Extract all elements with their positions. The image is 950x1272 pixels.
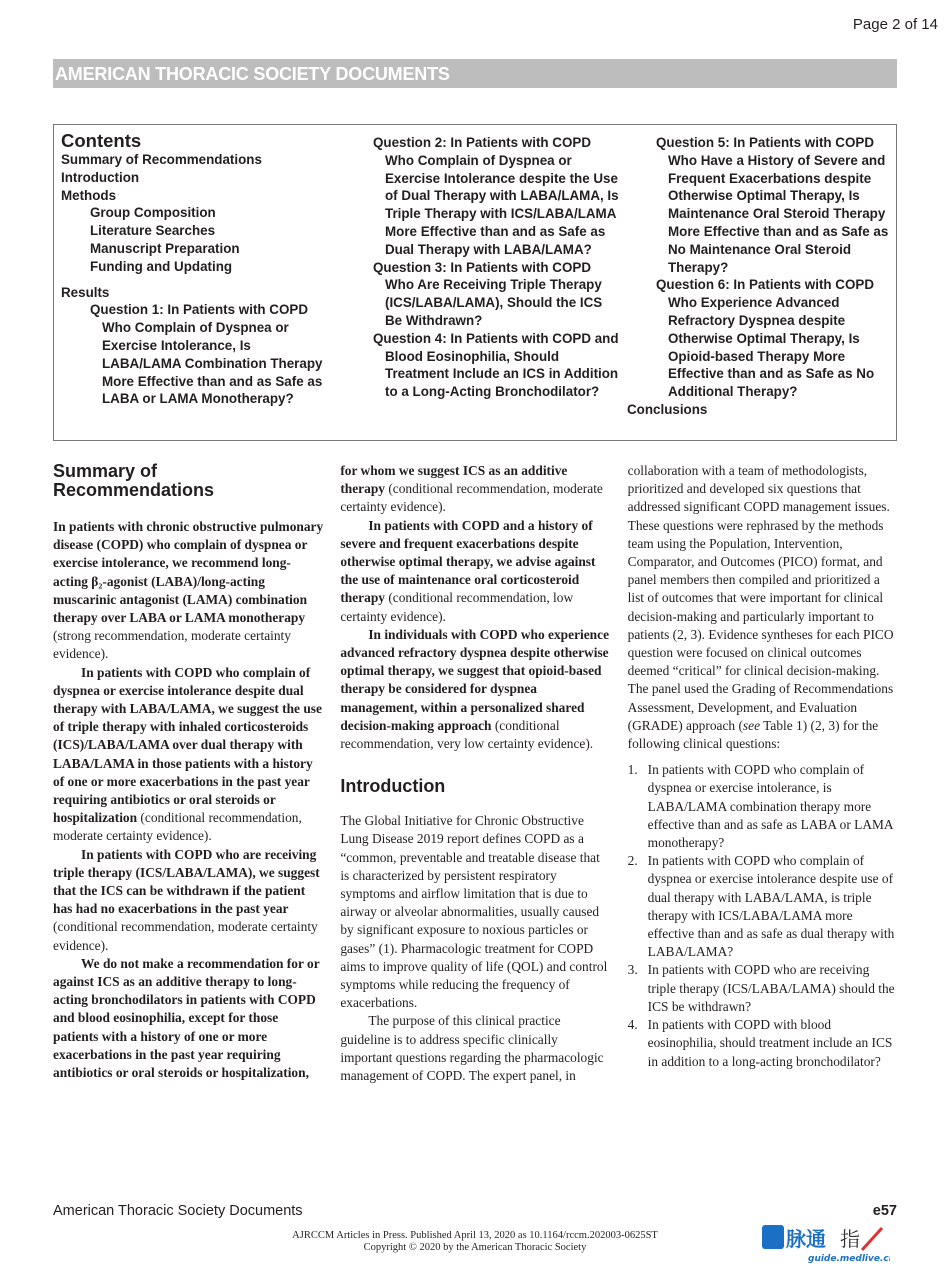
contents-entry[interactable]: Summary of Recommendations: [61, 152, 262, 167]
question-number: 2.: [627, 853, 638, 869]
clinical-question: [628, 1016, 899, 1071]
footer-page-number: e57: [872, 1203, 897, 1219]
intro-text: Table 1) (2, 3) for the following clinical questions:: [627, 717, 879, 752]
article-body: [53, 462, 899, 1085]
recommendation-text: In patients with COPD and a history of severe and frequent exacerbations despite otherwise optimal therapy, we advise against the use of maintenance oral corticosteroid therapy: [340, 517, 596, 606]
recommendation-grade: (strong recommendation, moderate certainty evidence).: [53, 628, 291, 662]
svg-text:脉通: 脉通: [786, 1227, 826, 1251]
contents-title: Contents: [61, 130, 142, 151]
footer-journal: American Thoracic Society Documents: [53, 1203, 303, 1219]
contents-entry[interactable]: Methods: [61, 187, 117, 203]
contents-column-3: [627, 134, 895, 419]
page-indicator: Page 2 of 14: [852, 16, 938, 33]
contents-column-1: [61, 131, 331, 408]
clinical-questions-list: [628, 761, 899, 1070]
svg-text:指: 指: [840, 1227, 860, 1251]
intro-text: The purpose of this clinical practice guideline is to address specific clinically important questions regarding the pharmacologic management of COPD. The expert panel, in collaboration with a team of methodologists, prioritized and developed six questions that addressed significant COPD management issues. These questions were rephrased by the methods team using the Population, Intervention, Comparator, and Outcomes (PICO) format, and panel members then compiled and prioritized a list of outcomes that were important for clinical decision-making and particularly important to patients (2, 3). Evidence syntheses for each PICO question were focused on clinical outcomes deemed “critical” for clinical decision-making. The panel used the Grading of Recommendations Assessment, Development, and Evaluation (GRADE) approach (: [340, 463, 894, 1084]
recommendation-text: In patients with COPD who complain of dyspnea or exercise intolerance despite dual therapy with LABA/LAMA, we suggest the use of triple therapy with inhaled corticosteroids (ICS)/LABA/LAMA over dual therapy with LABA/LAMA in those patients with a history of one or more exacerbations in the past year requiring antibiotics or oral steroids or hospitalization: [53, 664, 322, 826]
contents-entry[interactable]: Literature Searches: [90, 223, 216, 239]
intro-paragraph-1: The Global Initiative for Chronic Obstructive Lung Disease 2019 report defines COPD as a “common, preventable and treatable disease that is characterized by persistent respiratory symptoms and airflow limitation that is due to airway or alveolar abnormalities, usually caused by significant exposure to noxious particles or gases” (1). Pharmacologic treatment for COPD aims to improve quality of life (QOL) and control symptoms while reducing the frequency of exacerbations.: [340, 813, 608, 1011]
recommendation-text: In patients with chronic obstructive pulmonary disease (COPD) who complain of dyspnea or exercise intolerance, we recommend long-acting β₂-agonist (LABA)/long-acting muscarinic antagonist (LAMA) combination therapy over LABA or LAMA monotherapy: [53, 519, 324, 626]
recommendation-paragraph: [53, 846, 324, 955]
section-banner: [53, 59, 897, 88]
recommendation-grade: (conditional recommendation, moderate certainty evidence).: [53, 810, 302, 844]
see-reference: see: [742, 717, 761, 733]
question-number: 1.: [627, 762, 638, 778]
medlive-logo: [760, 1222, 890, 1264]
clinical-question: [628, 852, 899, 961]
introduction-heading: Introduction: [340, 776, 446, 797]
contents-entry[interactable]: Question 6: In Patients with COPD Who Experience Advanced Refractory Dyspnea despite Otherwise Optimal Therapy, Is Opioid-based Therapy More Effective than and as Safe as No Additional Therapy?: [656, 277, 875, 400]
contents-entry[interactable]: Question 5: In Patients with COPD Who Have a History of Severe and Frequent Exacerbations despite Otherwise Optimal Therapy, Is Maintenance Oral Steroid Therapy More Effective than and as Safe as No Maintenance Oral Steroid Therapy?: [656, 135, 889, 275]
contents-entry[interactable]: Question 2: In Patients with COPD Who Complain of Dyspnea or Exercise Intolerance despite the Use of Dual Therapy with LABA/LAMA, Is Triple Therapy with ICS/LABA/LAMA More Effective than and as Safe as Dual Therapy with LABA/LAMA?: [373, 135, 619, 257]
question-number: 4.: [627, 1017, 638, 1033]
question-text: In patients with COPD who complain of dyspnea or exercise intolerance despite use of dual therapy with LABA/LAMA, is triple therapy with ICS/LABA/LAMA more effective than and as safe as dual therapy with LABA/LAMA?: [647, 853, 895, 960]
question-text: In patients with COPD with blood eosinophilia, should treatment include an ICS in addition to a long-acting bronchodilator?: [647, 1017, 893, 1069]
recommendation-paragraph: [53, 664, 324, 846]
contents-entry[interactable]: Question 1: In Patients with COPD Who Complain of Dyspnea or Exercise Intolerance, Is LABA/LAMA Combination Therapy More Effective than and as Safe as LABA or LAMA Monotherapy?: [90, 302, 323, 407]
question-text: In patients with COPD who are receiving triple therapy (ICS/LABA/LAMA) should the ICS be withdrawn?: [647, 962, 895, 1014]
contents-entry[interactable]: Conclusions: [627, 401, 708, 417]
recommendation-grade: (conditional recommendation, moderate certainty evidence).: [340, 481, 603, 515]
contents-entry[interactable]: Results: [61, 284, 110, 300]
recommendation-text: In individuals with COPD who experience advanced refractory dyspnea despite otherwise optimal therapy, we suggest that opioid-based therapy be considered for dyspnea management, within a personalized shared decision-making approach: [340, 626, 610, 733]
recommendation-grade: (conditional recommendation, moderate certainty evidence).: [53, 919, 318, 953]
contents-column-2: [373, 134, 623, 401]
clinical-question: [628, 961, 899, 1016]
citation-text: AJRCCM Articles in Press. Published April 13, 2020 as 10.1164/rccm.202003-0625ST: [292, 1230, 658, 1241]
copyright-text: Copyright © 2020 by the American Thoracic Society: [363, 1242, 587, 1253]
recommendation-paragraph: [340, 517, 611, 626]
svg-text:guide.medlive.cn: guide.medlive.cn: [808, 1254, 890, 1264]
contents-entry[interactable]: Group Composition: [90, 205, 216, 221]
question-number: 3.: [627, 962, 638, 978]
recommendation-text: In patients with COPD who are receiving triple therapy (ICS/LABA/LAMA), we suggest that the ICS can be withdrawn if the patient has had no exacerbations in the past year: [53, 846, 320, 917]
contents-entry[interactable]: Manuscript Preparation: [90, 240, 240, 256]
recommendation-text: We do not make a recommendation for or against ICS as an additive therapy to long-acting bronchodilators in patients with COPD and blood eosinophilia, except for those patients with a history of one or more exacerbations in the past year requiring antibiotics or oral steroids or hospitalization, for whom we suggest ICS as an additive therapy: [53, 463, 568, 1081]
recommendation-paragraph: [53, 518, 324, 664]
question-text: In patients with COPD who complain of dyspnea or exercise intolerance, is LABA/LAMA combination therapy more effective than and as safe as LABA or LAMA monotherapy?: [647, 762, 893, 851]
banner-title: AMERICAN THORACIC SOCIETY DOCUMENTS: [55, 64, 450, 84]
contents-entry[interactable]: Question 4: In Patients with COPD and Blood Eosinophilia, Should Treatment Include an ICS in Addition to a Long-Acting Bronchodilator?: [373, 330, 619, 400]
recommendation-grade: (conditional recommendation, very low certainty evidence).: [340, 717, 594, 752]
contents-entry[interactable]: Funding and Updating: [90, 258, 233, 274]
clinical-question: [628, 761, 899, 852]
contents-entry[interactable]: Introduction: [61, 169, 140, 185]
table-of-contents: [53, 124, 897, 441]
recommendation-grade: (conditional recommendation, low certainty evidence).: [340, 590, 574, 624]
summary-heading: Summary of Recommendations: [53, 461, 215, 500]
contents-entry[interactable]: Question 3: In Patients with COPD Who Are Receiving Triple Therapy (ICS/LABA/LAMA), Should the ICS Be Withdrawn?: [373, 259, 603, 328]
recommendation-paragraph: [340, 626, 611, 753]
